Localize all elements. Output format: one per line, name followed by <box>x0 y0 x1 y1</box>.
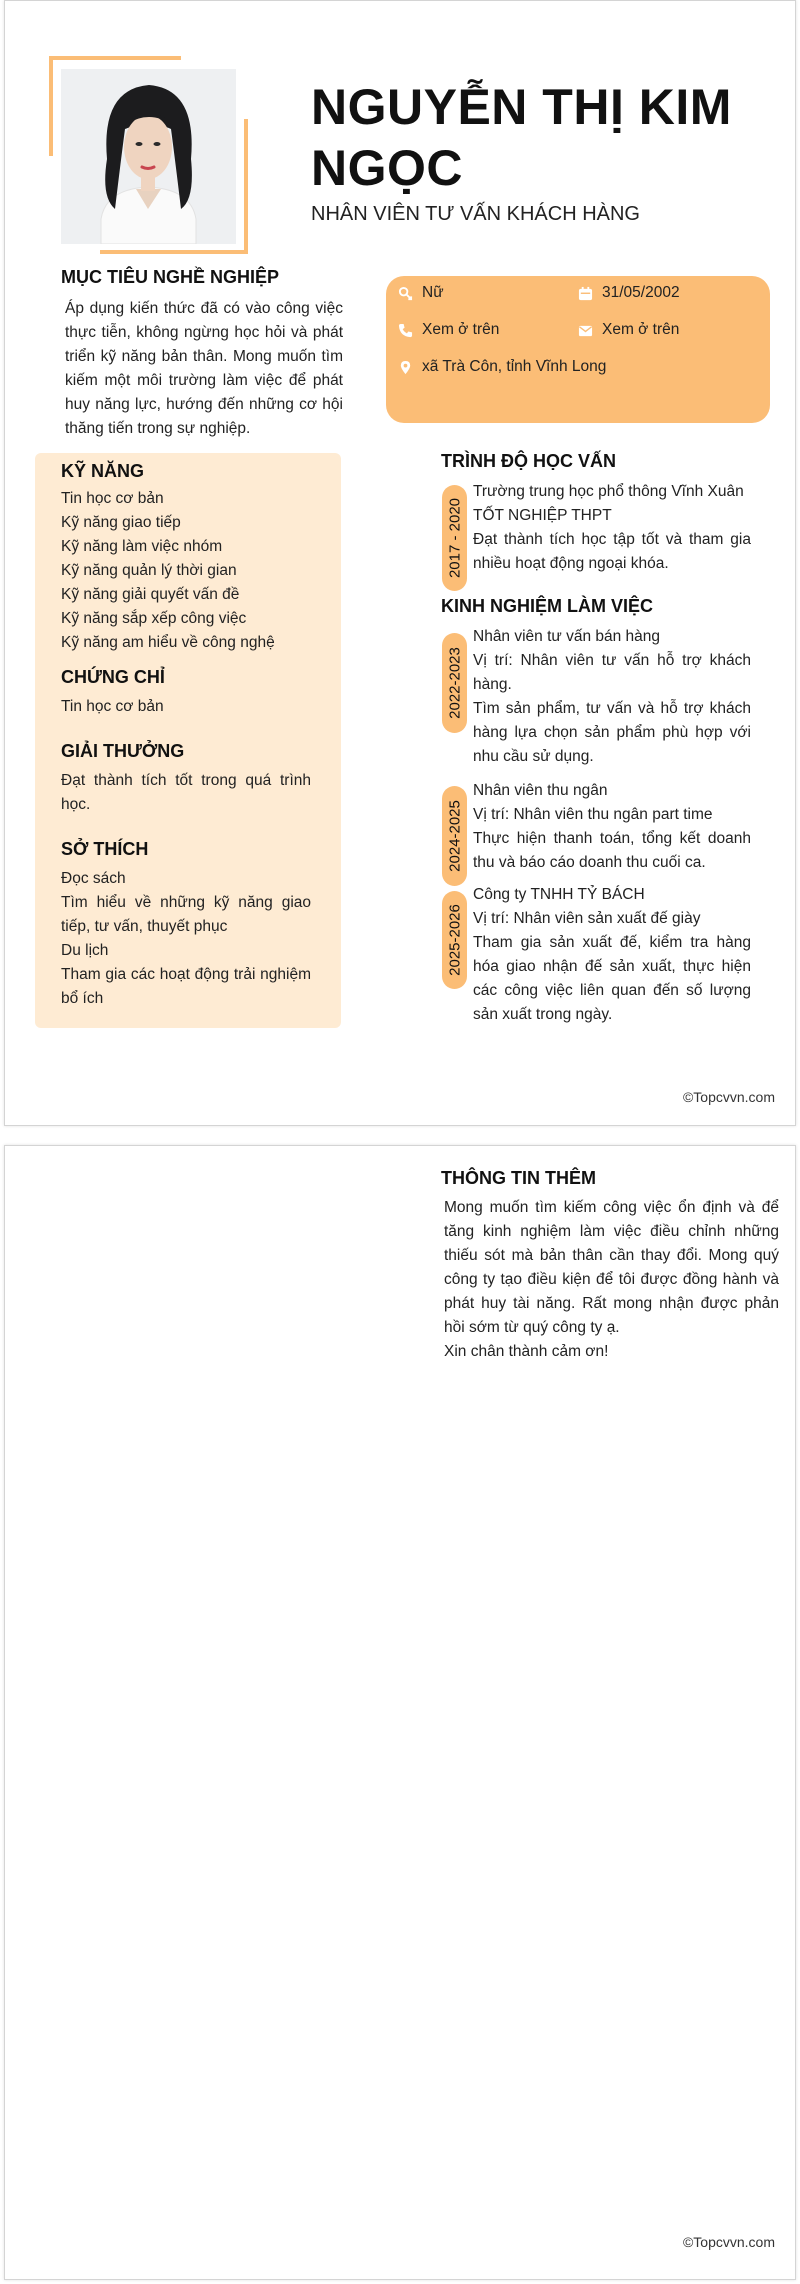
footer-watermark: ©Topcvvn.com <box>682 2234 775 2250</box>
experience-description: Thực hiện thanh toán, tổng kết doanh thu và báo cáo doanh thu cuối ca. <box>473 830 751 871</box>
email-value: Xem ở trên <box>602 321 680 338</box>
closing-text: Xin chân thành cảm ơn! <box>444 1343 609 1360</box>
experience-period-pill <box>442 633 467 733</box>
contact-info-box <box>386 276 770 423</box>
experience-entry <box>473 779 751 875</box>
education-period-pill <box>442 485 467 591</box>
skill-item: Tin học cơ bản <box>61 490 164 507</box>
experience-company: Công ty TNHH TỶ BÁCH <box>473 886 645 903</box>
contact-email <box>578 321 679 339</box>
contact-dob <box>578 284 680 302</box>
awards-title: GIẢI THƯỞNG <box>61 741 185 761</box>
skills-list <box>61 487 311 655</box>
hobby-item: Du lịch <box>61 942 109 959</box>
gender-icon <box>398 286 413 301</box>
skill-item: Kỹ năng giải quyết vấn đề <box>61 586 240 603</box>
hobby-item: Tìm hiểu về những kỹ năng giao tiếp, tư vấn, thuyết phục <box>61 894 311 935</box>
skill-item: Kỹ năng quản lý thời gian <box>61 562 237 579</box>
education-degree: TỐT NGHIỆP THPT <box>473 507 612 524</box>
address-value: xã Trà Côn, tỉnh Vĩnh Long <box>422 358 607 375</box>
email-icon <box>578 323 593 338</box>
hobbies-title: SỞ THÍCH <box>61 839 149 859</box>
additional-info-title: THÔNG TIN THÊM <box>441 1168 596 1188</box>
contact-gender <box>398 284 444 302</box>
experience-company: Nhân viên tư vấn bán hàng <box>473 628 661 645</box>
experience-entry <box>473 883 751 1027</box>
phone-icon <box>398 323 413 338</box>
job-title: NHÂN VIÊN TƯ VẤN KHÁCH HÀNG <box>311 203 640 225</box>
experience-entry <box>473 625 751 769</box>
contact-address <box>398 358 606 376</box>
experience-description: Tham gia sản xuất đế, kiểm tra hàng hóa giao nhận đế sản xuất, thực hiện các công việc liên quan đến số lượng sản xuất trong ngày. <box>473 934 751 1023</box>
calendar-icon <box>578 286 593 301</box>
contact-phone <box>398 321 499 339</box>
education-entry <box>473 480 751 576</box>
experience-company: Nhân viên thu ngân <box>473 782 608 799</box>
experience-position: Vị trí: Nhân viên tư vấn hỗ trợ khách hàng. <box>473 652 751 693</box>
experience-period: 2025-2026 <box>446 904 463 976</box>
objective-text: Áp dụng kiến thức đã có vào công việc thực tiễn, không ngừng học hỏi và phát triển kỹ năng bản thân. Mong muốn tìm kiếm một môi trường làm việc để phát huy năng lực, hướng đến những cơ hội thăng tiến trong sự nghiệp. <box>65 300 343 437</box>
footer-watermark: ©Topcvvn.com <box>682 1089 775 1105</box>
experience-title: KINH NGHIỆM LÀM VIỆC <box>441 596 654 616</box>
skill-item: Kỹ năng sắp xếp công việc <box>61 610 247 627</box>
experience-period: 2022-2023 <box>446 647 463 719</box>
experience-period-pill <box>442 891 467 989</box>
skill-item: Kỹ năng am hiểu về công nghệ <box>61 634 275 651</box>
experience-period: 2024-2025 <box>446 800 463 872</box>
profile-photo <box>61 69 236 244</box>
objective-title: MỤC TIÊU NGHỀ NGHIỆP <box>61 267 280 287</box>
skill-item: Kỹ năng làm việc nhóm <box>61 538 223 555</box>
hobby-item: Tham gia các hoạt động trải nghiệm bổ ích <box>61 966 311 1007</box>
skill-item: Kỹ năng giao tiếp <box>61 514 181 531</box>
education-description: Đạt thành tích học tập tốt và tham gia nhiều hoạt động ngoại khóa. <box>473 531 751 572</box>
additional-info-text: Mong muốn tìm kiếm công việc ổn định và để tăng kinh nghiệm làm việc điều chỉnh những thiếu sót mà bản thân cần thay đổi. Mong quý công ty tạo điều kiện để tôi được đồng hành và phát huy tài năng. Rất mong nhận được phản hồi sớm từ quý công ty ạ. <box>444 1199 779 1336</box>
school-name: Trường trung học phổ thông Vĩnh Xuân <box>473 483 744 500</box>
awards-text: Đạt thành tích tốt trong quá trình học. <box>61 772 311 813</box>
experience-description: Tìm sản phẩm, tư vấn và hỗ trợ khách hàng lựa chọn sản phẩm phù hợp với nhu cầu sử dụng. <box>473 700 751 765</box>
experience-period-pill <box>442 786 467 886</box>
certificates-title: CHỨNG CHỈ <box>61 667 165 687</box>
hobbies-list <box>61 867 311 1011</box>
cv-page-1 <box>4 0 796 1126</box>
additional-info-block <box>444 1196 779 1364</box>
experience-position: Vị trí: Nhân viên thu ngân part time <box>473 806 713 823</box>
candidate-name: NGUYỄN THỊ KIM NGỌC <box>311 79 732 196</box>
certificate-item: Tin học cơ bản <box>61 698 164 715</box>
dob-value: 31/05/2002 <box>602 284 680 301</box>
skills-title: KỸ NĂNG <box>61 461 145 481</box>
cv-page-2 <box>4 1145 796 2280</box>
education-title: TRÌNH ĐỘ HỌC VẤN <box>441 451 616 471</box>
education-period: 2017 - 2020 <box>446 497 463 579</box>
gender-value: Nữ <box>422 284 444 301</box>
hobby-item: Đọc sách <box>61 870 126 887</box>
phone-value: Xem ở trên <box>422 321 500 338</box>
experience-position: Vị trí: Nhân viên sản xuất đế giày <box>473 910 701 927</box>
location-icon <box>398 360 413 375</box>
